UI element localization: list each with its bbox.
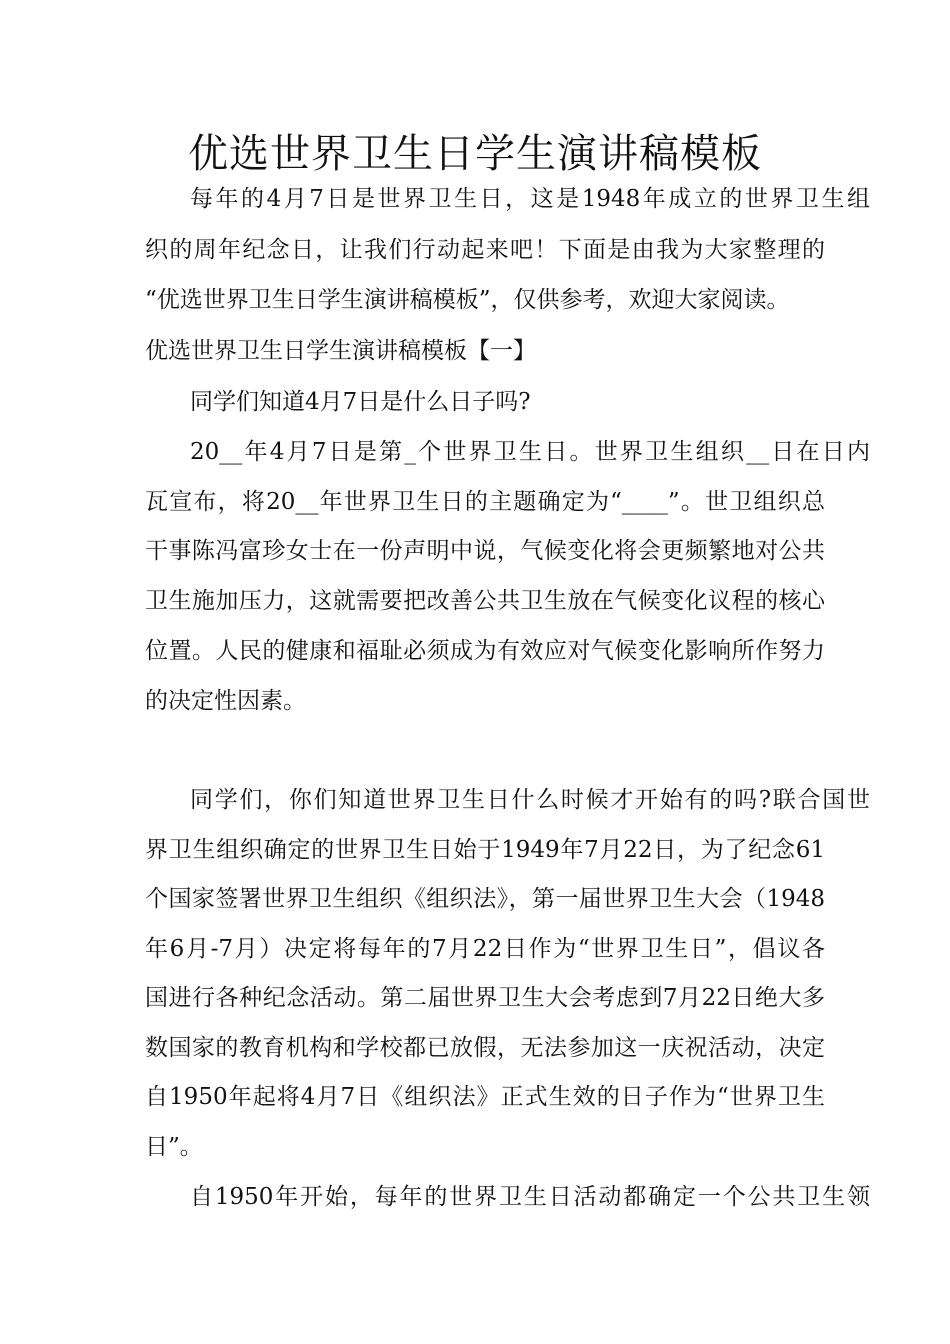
section-heading: 优选世界卫生日学生演讲稿模板【一】	[145, 338, 536, 364]
document-title: 优选世界卫生日学生演讲稿模板	[188, 131, 762, 177]
paragraph-line: 瓦宣布，将20__年世界卫生日的主题确定为“____”。世卫组织总	[145, 489, 825, 515]
paragraph-line: 20__年4月7日是第_个世界卫生日。世界卫生组织__日在日内	[190, 439, 870, 465]
paragraph-line: 卫生施加压力，这就需要把改善公共卫生放在气候变化议程的核心	[145, 588, 825, 614]
paragraph-line: 年6月-7月）决定将每年的7月22日作为“世界卫生日”，倡议各	[145, 936, 825, 962]
paragraph-line: 干事陈冯富珍女士在一份声明中说，气候变化将会更频繁地对公共	[145, 538, 825, 564]
paragraph-line: 每年的4月7日是世界卫生日，这是1948年成立的世界卫生组	[190, 186, 870, 212]
paragraph-line: 位置。人民的健康和福耻必须成为有效应对气候变化影响所作努力	[145, 638, 825, 664]
paragraph-line: 同学们，你们知道世界卫生日什么时候才开始有的吗?联合国世	[190, 787, 870, 813]
paragraph-line: 日”。	[145, 1134, 203, 1160]
paragraph-line: “优选世界卫生日学生演讲稿模板”，仅供参考，欢迎大家阅读。	[145, 287, 790, 313]
paragraph-line: 同学们知道4月7日是什么日子吗?	[190, 389, 531, 415]
paragraph-line: 国进行各种纪念活动。第二届世界卫生大会考虑到7月22日绝大多	[145, 985, 825, 1011]
paragraph-line: 自1950年开始，每年的世界卫生日活动都确定一个公共卫生领	[190, 1184, 870, 1210]
paragraph-line: 自1950年起将4月7日《组织法》正式生效的日子作为“世界卫生	[145, 1084, 825, 1110]
paragraph-line: 界卫生组织确定的世界卫生日始于1949年7月22日，为了纪念61	[145, 837, 825, 863]
paragraph-line: 数国家的教育机构和学校都已放假，无法参加这一庆祝活动，决定	[145, 1035, 825, 1061]
paragraph-line: 的决定性因素。	[145, 688, 306, 714]
paragraph-line: 织的周年纪念日，让我们行动起来吧！下面是由我为大家整理的	[145, 237, 825, 263]
paragraph-line: 个国家签署世界卫生组织《组织法》，第一届世界卫生大会（1948	[145, 886, 825, 912]
